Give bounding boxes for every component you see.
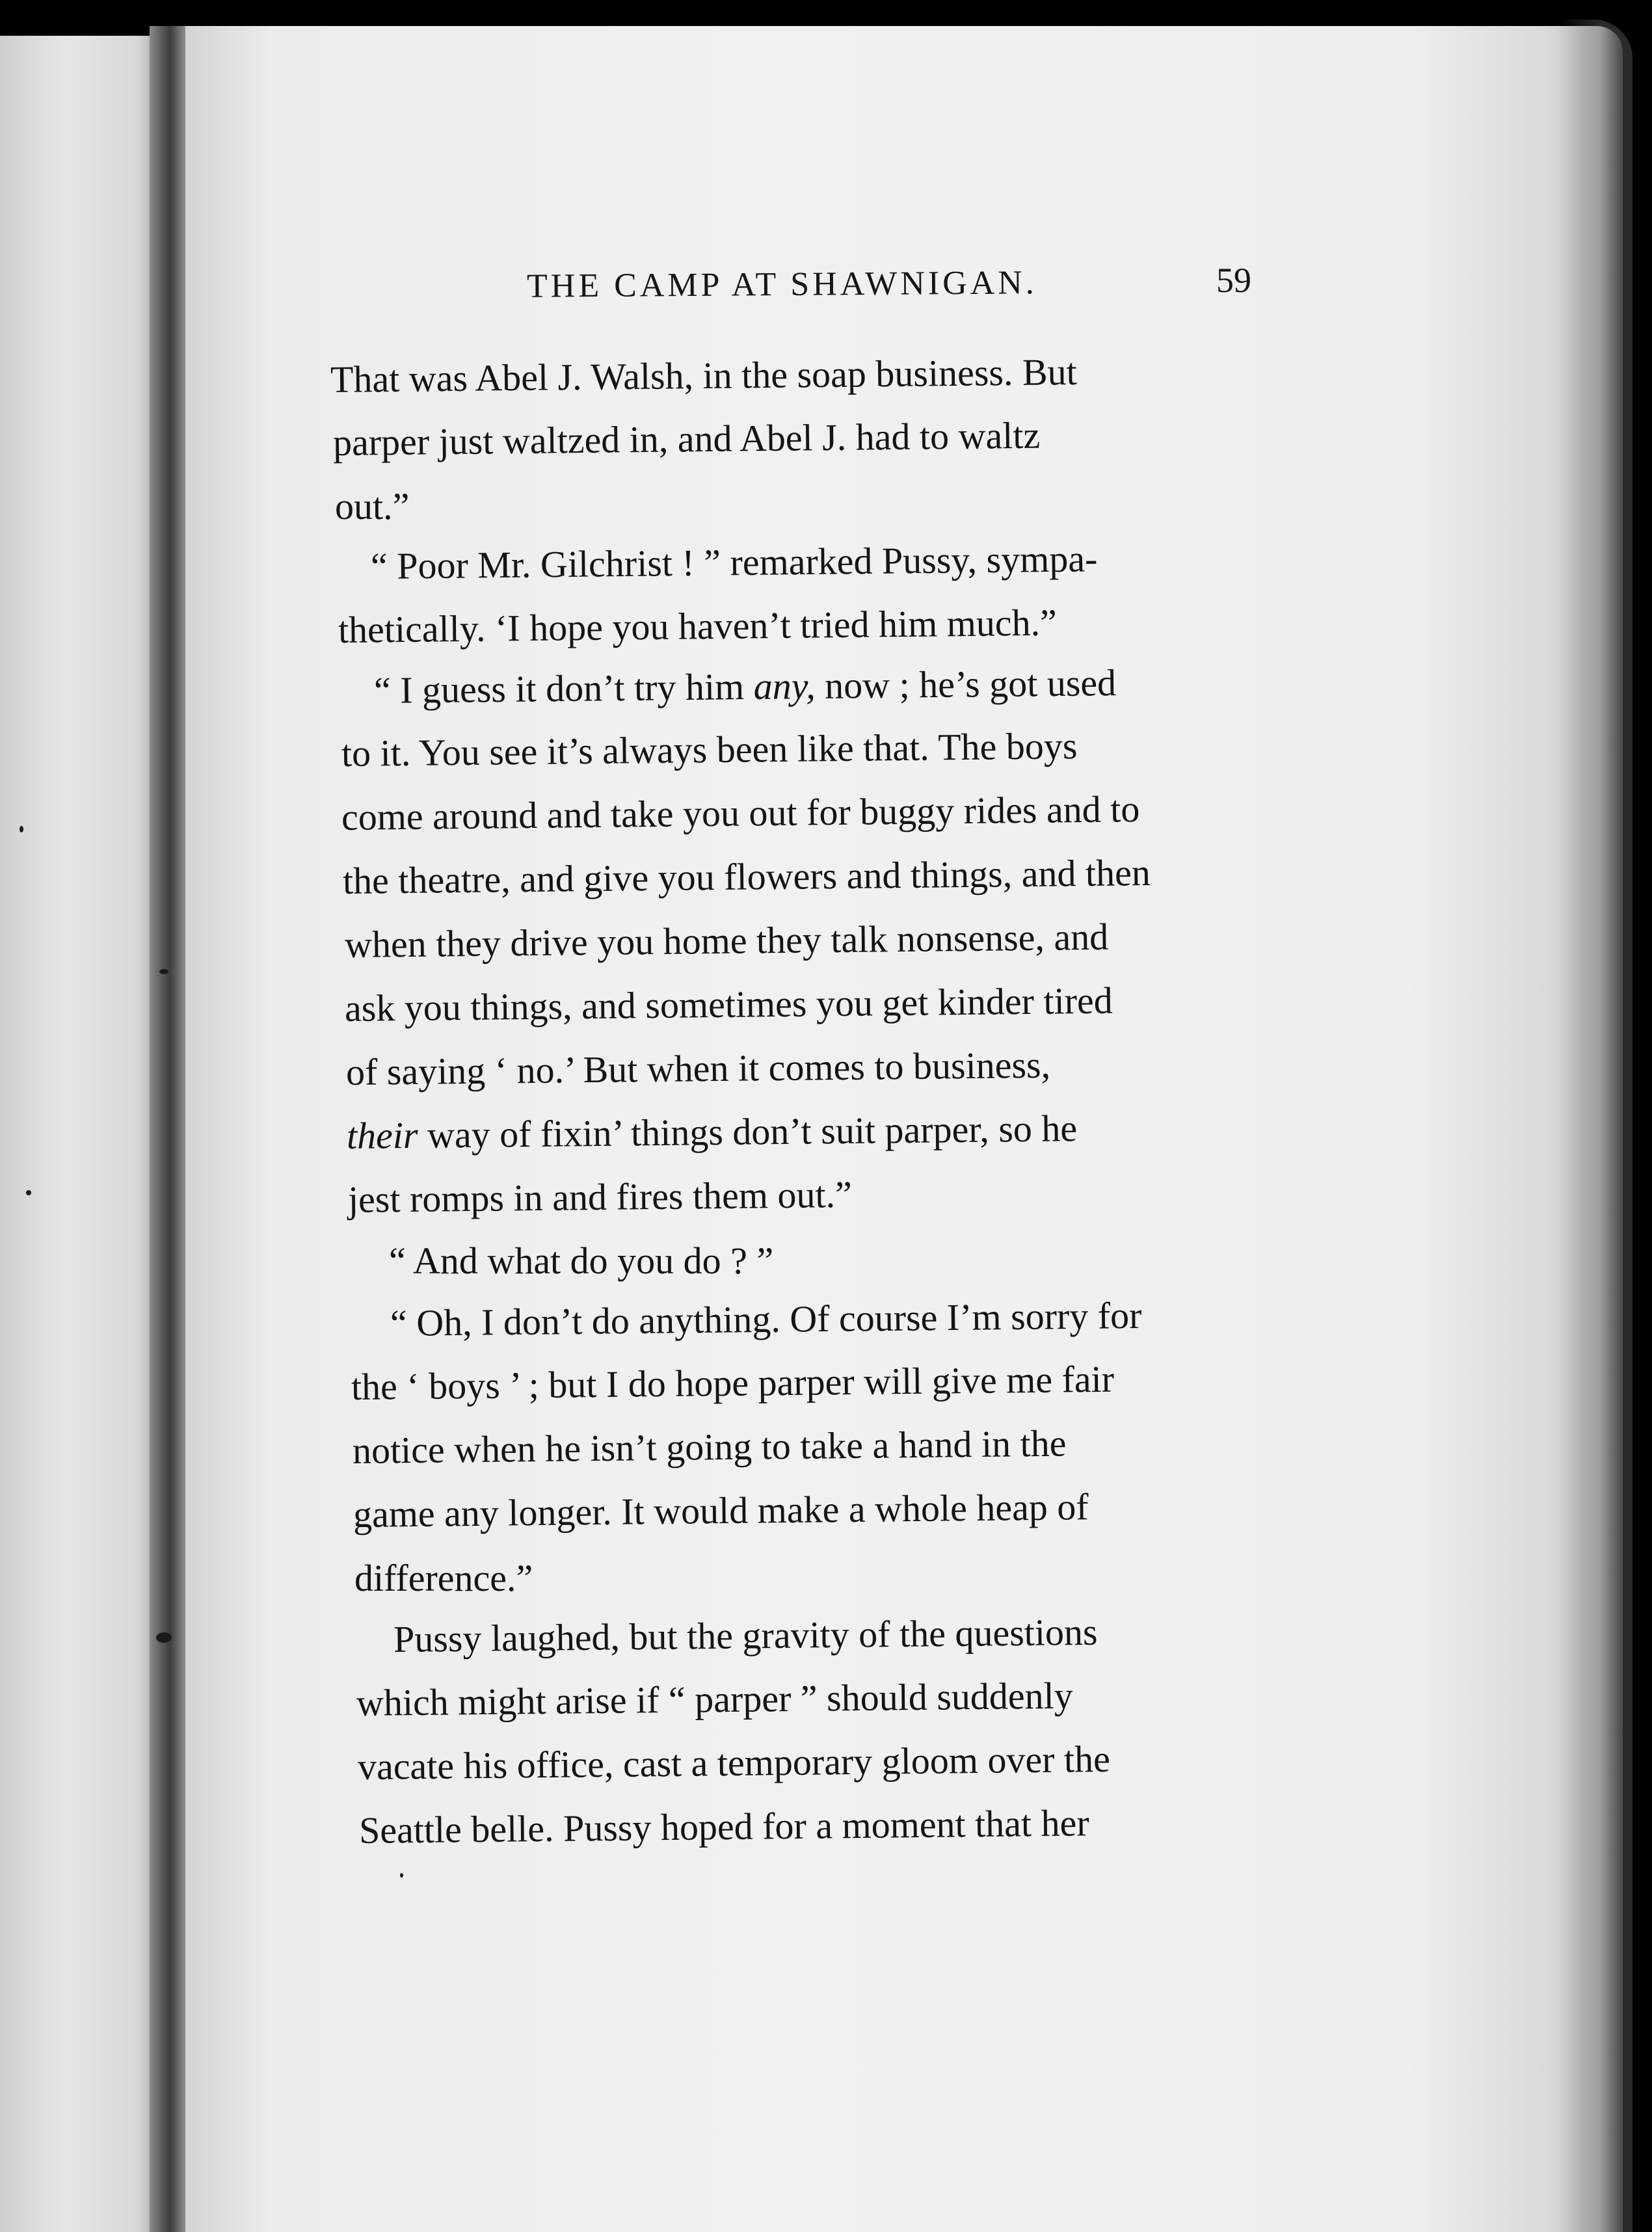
text-line: notice when he isn’t going to take a hand in the	[352, 1422, 1067, 1472]
text-line: come around and take you out for buggy rides and to	[341, 788, 1140, 838]
page-number: 59	[1216, 261, 1251, 300]
text-line-pre: “ I guess it don’t try him	[373, 665, 754, 711]
text-line: Pussy laughed, but the gravity of the questions	[393, 1610, 1098, 1660]
ink-speck	[156, 1632, 172, 1643]
text-line: ask you things, and sometimes you get kinder tired	[344, 979, 1113, 1030]
text-line: “ Poor Mr. Gilchrist ! ” remarked Pussy, sympa-	[370, 537, 1098, 587]
ink-speck	[159, 969, 168, 974]
page-edge-shadow	[1561, 20, 1632, 2232]
ink-speck	[20, 826, 23, 832]
text-line: the ‘ boys ’ ; but I do hope parper will give me fair	[351, 1357, 1115, 1408]
text-line: parper just waltzed in, and Abel J. had to waltz	[332, 414, 1041, 464]
running-head: THE CAMP AT SHAWNIGAN.	[526, 264, 1037, 305]
italic-word: their	[346, 1113, 418, 1157]
text-line: “ And what do you do ? ”	[389, 1240, 774, 1282]
text-line: of saying ‘ no.’ But when it comes to business,	[345, 1043, 1051, 1093]
text-line	[373, 661, 1117, 711]
text-line-post: way of fixin’ things don’t suit parper, so he	[418, 1107, 1078, 1156]
text-line: to it. You see it’s always been like that. The boys	[341, 724, 1078, 775]
text-line: the theatre, and give you flowers and things, and then	[342, 851, 1151, 902]
text-line	[347, 1109, 1078, 1155]
ink-speck	[26, 1190, 31, 1195]
text-line: out.”	[335, 485, 410, 527]
text-line: when they drive you home they talk nonsense, and	[344, 915, 1109, 966]
text-line: jest romps in and fires them out.”	[347, 1173, 853, 1221]
text-line: Seattle belle. Pussy hoped for a moment that her	[358, 1801, 1089, 1852]
facing-page-edge	[0, 36, 163, 2232]
text-line: vacate his office, cast a temporary gloom over the	[357, 1737, 1111, 1788]
text-line: game any longer. It would make a whole heap of	[353, 1485, 1089, 1535]
text-line: thetically. ‘I hope you haven’t tried him much.”	[338, 601, 1058, 651]
text-line: That was Abel J. Walsh, in the soap business. But	[330, 350, 1078, 401]
italic-word: any,	[753, 664, 816, 708]
text-line-post: now ; he’s got used	[815, 661, 1117, 707]
text-line: difference.”	[354, 1557, 533, 1599]
text-line: “ Oh, I don’t do anything. Of course I’m sorry for	[390, 1294, 1142, 1344]
text-line: which might arise if “ parper ” should suddenly	[356, 1674, 1073, 1724]
ink-speck	[400, 1873, 403, 1878]
